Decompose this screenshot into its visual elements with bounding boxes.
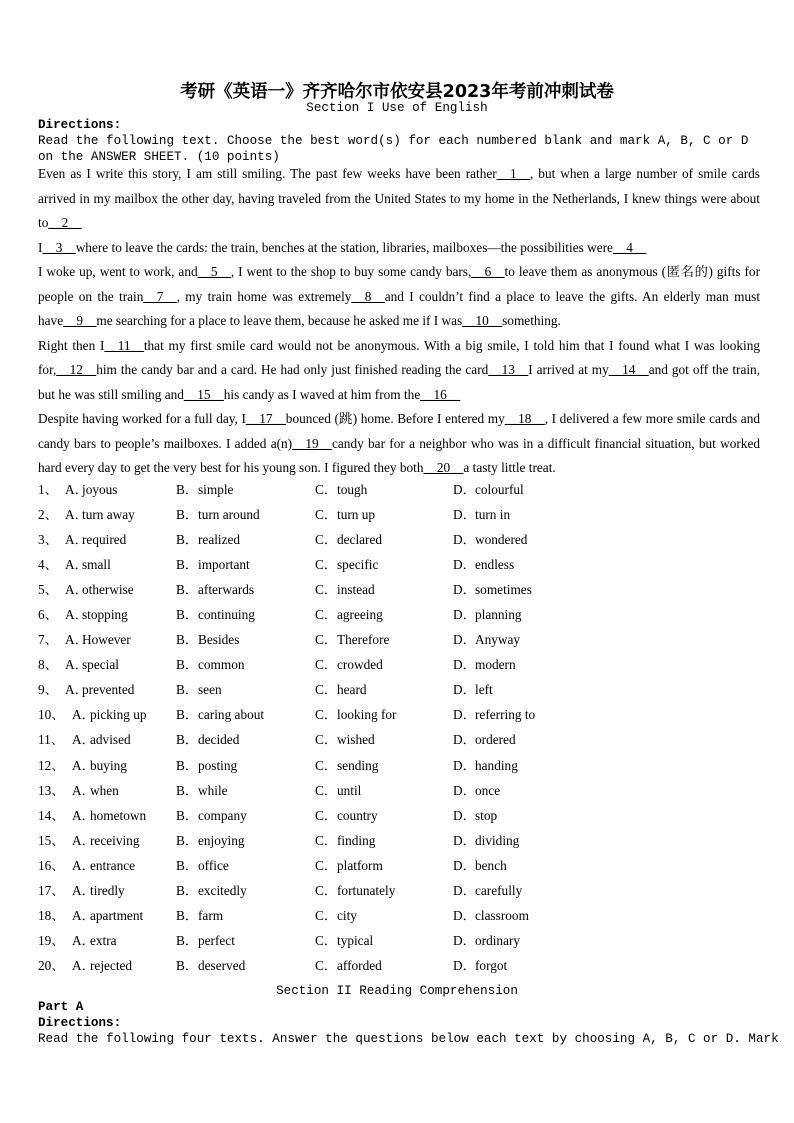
question-row	[38, 654, 758, 679]
option-d: planning	[475, 607, 522, 623]
question-row	[38, 604, 758, 629]
option-a-label: A．	[65, 657, 88, 673]
passage-paragraph	[38, 236, 760, 261]
option-b-label: B．	[176, 932, 199, 948]
option-c: agreeing	[337, 607, 383, 623]
option-a-label: A．	[65, 632, 88, 648]
option-b-label: B．	[176, 907, 199, 923]
option-d-label: D．	[453, 882, 476, 898]
cloze-passage	[38, 162, 760, 481]
passage-text: and got off the train, but he was still smiling and	[38, 362, 761, 402]
section2-heading: Section II Reading Comprehension	[276, 984, 518, 998]
option-d-label: D．	[453, 557, 476, 573]
option-a: However	[82, 632, 131, 648]
option-c: afforded	[337, 957, 382, 973]
numbered-blank: __8__	[351, 288, 385, 304]
option-b-label: B．	[176, 707, 199, 723]
option-a: receiving	[90, 832, 140, 848]
passage-text: and I couldn’t find a place to leave the gifts. An elderly man must have	[38, 288, 761, 328]
option-a: buying	[90, 757, 127, 773]
option-d: carefully	[475, 882, 523, 898]
numbered-blank: __5__	[197, 264, 231, 279]
numbered-blank: __2__	[48, 215, 82, 230]
question-number: 15、	[38, 832, 65, 848]
passage-text: I arrived at my	[528, 362, 609, 377]
passage-text: to leave them as anonymous (匿名的) gifts for people on the train	[38, 264, 760, 304]
option-b: caring about	[198, 707, 265, 723]
option-d-label: D．	[453, 757, 476, 773]
option-a-label: A．	[65, 557, 88, 573]
option-a-label: A．	[72, 832, 95, 848]
option-a-label: A．	[72, 857, 95, 873]
question-number: 7、	[38, 632, 58, 648]
option-d: ordered	[475, 732, 516, 748]
numbered-blank: __13__	[488, 362, 529, 377]
option-d: classroom	[475, 907, 529, 923]
option-a-label: A．	[65, 682, 88, 698]
option-d-label: D．	[453, 682, 476, 698]
passage-text: I	[38, 239, 43, 255]
option-d: wondered	[475, 532, 528, 548]
option-c-label: C．	[315, 882, 338, 898]
question-row	[38, 529, 758, 554]
option-d: once	[475, 782, 501, 798]
option-c-label: C．	[315, 607, 338, 623]
option-c: heard	[337, 682, 367, 698]
option-c: fortunately	[337, 882, 396, 898]
passage-text: something.	[502, 313, 561, 328]
option-d-label: D．	[453, 857, 476, 873]
option-d-label: D．	[453, 582, 476, 598]
question-number: 2、	[38, 507, 58, 523]
directions-text: Read the following text. Choose the best word(s) for each numbered blank and mark A, B, C or D on the ANSWER SHEET. (10 points)	[38, 134, 749, 164]
option-c: looking for	[337, 707, 397, 723]
question-number: 3、	[38, 532, 58, 548]
option-b: seen	[198, 682, 222, 698]
option-d-label: D．	[453, 607, 476, 623]
passage-paragraph	[38, 407, 760, 481]
option-c: country	[337, 807, 378, 823]
numbered-blank: __14__	[608, 362, 649, 377]
option-c-label: C．	[315, 907, 338, 923]
option-d-label: D．	[453, 782, 476, 798]
option-d: stop	[475, 807, 498, 823]
passage-text: , I delivered a few more smile cards and candy bars to people’s mailboxes. I added a(n)	[38, 411, 761, 451]
option-c-label: C．	[315, 732, 338, 748]
option-c: declared	[337, 532, 383, 548]
question-row	[38, 955, 758, 980]
passage-text: , but when a large number of smile cards arrived in my mailbox the other day, having traveled from the United States to my home in the Netherlands, I knew things were about to	[38, 166, 760, 230]
section2-directions-label: Directions:	[38, 1016, 122, 1030]
option-b: deserved	[198, 957, 246, 973]
option-b-label: B．	[176, 582, 199, 598]
option-b: realized	[198, 532, 241, 548]
question-number: 14、	[38, 807, 65, 823]
question-number: 12、	[38, 757, 65, 773]
option-a-label: A．	[65, 607, 88, 623]
question-number: 6、	[38, 607, 58, 623]
option-c-label: C．	[315, 657, 338, 673]
option-d-label: D．	[453, 907, 476, 923]
option-a-label: A．	[72, 882, 95, 898]
numbered-blank: __19__	[292, 435, 332, 451]
option-d: turn in	[475, 507, 511, 523]
option-a-label: A．	[72, 932, 95, 948]
numbered-blank: __3__	[42, 239, 76, 255]
option-c: turn up	[337, 507, 376, 523]
option-b-label: B．	[176, 757, 199, 773]
option-a-label: A．	[65, 532, 88, 548]
option-c: sending	[337, 757, 379, 773]
option-c: wished	[337, 732, 375, 748]
option-b: excitedly	[198, 882, 247, 898]
option-a: small	[82, 557, 111, 573]
option-c-label: C．	[315, 757, 338, 773]
numbered-blank: __7__	[143, 288, 177, 304]
option-c: Therefore	[337, 632, 390, 648]
passage-text: him the candy bar and a card. He had only just finished reading the card	[96, 362, 489, 377]
numbered-blank: __11__	[104, 337, 144, 353]
option-c: typical	[337, 932, 374, 948]
passage-text: candy bar for a neighbor who was in a difficult financial situation, but worked hard every day to get the very best for his young son. I figured they both	[38, 435, 760, 475]
option-b-label: B．	[176, 607, 199, 623]
option-c-label: C．	[315, 557, 338, 573]
numbered-blank: __17__	[245, 411, 286, 426]
passage-text: I woke up, went to work, and	[38, 264, 198, 279]
option-b: company	[198, 807, 247, 823]
question-row	[38, 554, 758, 579]
option-d: referring to	[475, 707, 536, 723]
option-a-label: A．	[65, 482, 88, 497]
option-a-label: A．	[65, 582, 88, 598]
option-b-label: B．	[176, 507, 199, 523]
option-b: farm	[198, 907, 224, 923]
numbered-blank: __9__	[63, 313, 97, 328]
option-c-label: C．	[315, 707, 338, 723]
option-d-label: D．	[453, 482, 476, 497]
passage-paragraph	[38, 162, 760, 236]
option-a-label: A．	[65, 507, 88, 523]
passage-text: Right then I	[38, 337, 105, 353]
option-b-label: B．	[176, 482, 199, 497]
option-c-label: C．	[315, 632, 338, 648]
option-b: turn around	[198, 507, 260, 523]
question-row	[38, 504, 758, 529]
option-d-label: D．	[453, 707, 476, 723]
question-number: 1、	[38, 482, 58, 497]
option-b: continuing	[198, 607, 255, 623]
option-d-label: D．	[453, 632, 476, 648]
option-d-label: D．	[453, 657, 476, 673]
option-b-label: B．	[176, 657, 199, 673]
option-a-label: A．	[72, 807, 95, 823]
option-d: colourful	[475, 482, 524, 497]
numbered-blank: __4__	[612, 239, 647, 255]
options-list	[38, 479, 758, 980]
option-c-label: C．	[315, 532, 338, 548]
option-b-label: B．	[176, 557, 199, 573]
option-b-label: B．	[176, 957, 199, 973]
exam-title: 考研《英语一》齐齐哈尔市依安县2023年考前冲刺试卷	[180, 82, 614, 102]
question-number: 19、	[38, 932, 65, 948]
option-c: city	[337, 907, 357, 923]
option-d: modern	[475, 657, 516, 673]
passage-text: that my first smile card would not be anonymous. With a big smile, I told him that I found what I was looking for,	[38, 337, 760, 377]
option-a: otherwise	[82, 582, 134, 598]
option-d: forgot	[475, 957, 508, 973]
option-b: perfect	[198, 932, 235, 948]
numbered-blank: __18__	[504, 411, 545, 426]
option-a: turn away	[82, 507, 135, 523]
passage-text: his candy as I waved at him from the	[223, 386, 421, 402]
option-b-label: B．	[176, 807, 199, 823]
option-b-label: B．	[176, 682, 199, 698]
option-d-label: D．	[453, 507, 476, 523]
question-number: 10、	[38, 707, 65, 723]
option-b: while	[198, 782, 228, 798]
question-row	[38, 704, 758, 729]
option-c-label: C．	[315, 482, 338, 497]
passage-paragraph	[38, 334, 760, 408]
option-c: specific	[337, 557, 379, 573]
option-c: crowded	[337, 657, 383, 673]
option-a: advised	[90, 732, 131, 748]
option-c: until	[337, 782, 362, 798]
option-a: stopping	[82, 607, 128, 623]
option-d-label: D．	[453, 732, 476, 748]
option-c: finding	[337, 832, 376, 848]
option-b: posting	[198, 757, 238, 773]
option-d-label: D．	[453, 532, 476, 548]
option-b: afterwards	[198, 582, 255, 598]
option-a: when	[90, 782, 119, 798]
option-d: endless	[475, 557, 515, 573]
option-c: instead	[337, 582, 375, 598]
option-a: tiredly	[90, 882, 125, 898]
question-row	[38, 930, 758, 955]
option-a: special	[82, 657, 119, 673]
numbered-blank: __10__	[462, 313, 503, 328]
numbered-blank: __12__	[56, 362, 97, 377]
question-row	[38, 880, 758, 905]
option-a-label: A．	[72, 707, 95, 723]
question-number: 9、	[38, 682, 58, 698]
section1-heading: Section I Use of English	[306, 101, 488, 115]
option-c-label: C．	[315, 807, 338, 823]
numbered-blank: __15__	[183, 386, 224, 402]
question-row	[38, 629, 758, 654]
question-row	[38, 479, 758, 504]
option-a: picking up	[90, 707, 147, 723]
option-b: important	[198, 557, 250, 573]
question-number: 5、	[38, 582, 58, 598]
section2-directions-text: Read the following four texts. Answer the questions below each text by choosing A, B, C or D. Mark	[38, 1032, 779, 1046]
option-d: ordinary	[475, 932, 521, 948]
passage-text: me searching for a place to leave them, because he asked me if I was	[96, 313, 463, 328]
option-b: Besides	[198, 632, 240, 648]
option-a: rejected	[90, 957, 133, 973]
option-c-label: C．	[315, 782, 338, 798]
question-number: 8、	[38, 657, 58, 673]
part-a-label: Part A	[38, 1000, 84, 1014]
option-c: tough	[337, 482, 368, 497]
option-d: handing	[475, 757, 518, 773]
option-c: platform	[337, 857, 383, 873]
option-c-label: C．	[315, 957, 338, 973]
option-b: simple	[198, 482, 234, 497]
option-d-label: D．	[453, 932, 476, 948]
option-d-label: D．	[453, 957, 476, 973]
passage-text: Even as I write this story, I am still smiling. The past few weeks have been rather	[38, 166, 497, 181]
question-number: 18、	[38, 907, 65, 923]
option-a: entrance	[90, 857, 136, 873]
option-a: prevented	[82, 682, 135, 698]
question-number: 20、	[38, 957, 65, 973]
question-row	[38, 905, 758, 930]
question-row	[38, 805, 758, 830]
option-c-label: C．	[315, 582, 338, 598]
option-b-label: B．	[176, 857, 199, 873]
option-a-label: A．	[72, 957, 95, 973]
option-a: apartment	[90, 907, 144, 923]
option-a-label: A．	[72, 907, 95, 923]
numbered-blank: __16__	[420, 386, 461, 402]
passage-text: , my train home was extremely	[176, 288, 352, 304]
option-b-label: B．	[176, 832, 199, 848]
question-row	[38, 755, 758, 780]
option-b: office	[198, 857, 229, 873]
option-b-label: B．	[176, 782, 199, 798]
numbered-blank: __20__	[423, 460, 464, 475]
option-c-label: C．	[315, 857, 338, 873]
option-b: decided	[198, 732, 240, 748]
option-c-label: C．	[315, 682, 338, 698]
option-a: hometown	[90, 807, 147, 823]
question-row	[38, 780, 758, 805]
option-a: required	[82, 532, 127, 548]
option-d-label: D．	[453, 832, 476, 848]
question-row	[38, 830, 758, 855]
option-a: extra	[90, 932, 117, 948]
option-d-label: D．	[453, 807, 476, 823]
question-row	[38, 579, 758, 604]
question-number: 13、	[38, 782, 65, 798]
question-number: 17、	[38, 882, 65, 898]
option-d: left	[475, 682, 493, 698]
option-b-label: B．	[176, 732, 199, 748]
passage-text: a tasty little treat.	[463, 460, 556, 475]
question-number: 4、	[38, 557, 58, 573]
passage-text: bounced (跳) home. Before I entered my	[285, 411, 505, 426]
option-c-label: C．	[315, 832, 338, 848]
option-b-label: B．	[176, 532, 199, 548]
option-b-label: B．	[176, 632, 199, 648]
option-d: dividing	[475, 832, 520, 848]
question-number: 16、	[38, 857, 65, 873]
question-row	[38, 855, 758, 880]
question-row	[38, 729, 758, 754]
numbered-blank: __1__	[496, 166, 530, 181]
question-number: 11、	[38, 732, 65, 748]
option-b: common	[198, 657, 245, 673]
passage-text: where to leave the cards: the train, benches at the station, libraries, mailboxes—the possibilities were	[75, 239, 613, 255]
option-b: enjoying	[198, 832, 245, 848]
numbered-blank: __6__	[471, 264, 505, 279]
option-c-label: C．	[315, 932, 338, 948]
option-b-label: B．	[176, 882, 199, 898]
option-d: bench	[475, 857, 507, 873]
passage-paragraph	[38, 260, 760, 334]
option-d: Anyway	[475, 632, 521, 648]
option-c-label: C．	[315, 507, 338, 523]
option-d: sometimes	[475, 582, 532, 598]
passage-text: Despite having worked for a full day, I	[38, 411, 246, 426]
passage-text: , I went to the shop to buy some candy bars,	[230, 264, 472, 279]
option-a-label: A．	[72, 757, 95, 773]
directions-label: Directions:	[38, 118, 122, 132]
option-a-label: A．	[72, 732, 95, 748]
question-row	[38, 679, 758, 704]
option-a-label: A．	[72, 782, 95, 798]
option-a: joyous	[82, 482, 118, 497]
